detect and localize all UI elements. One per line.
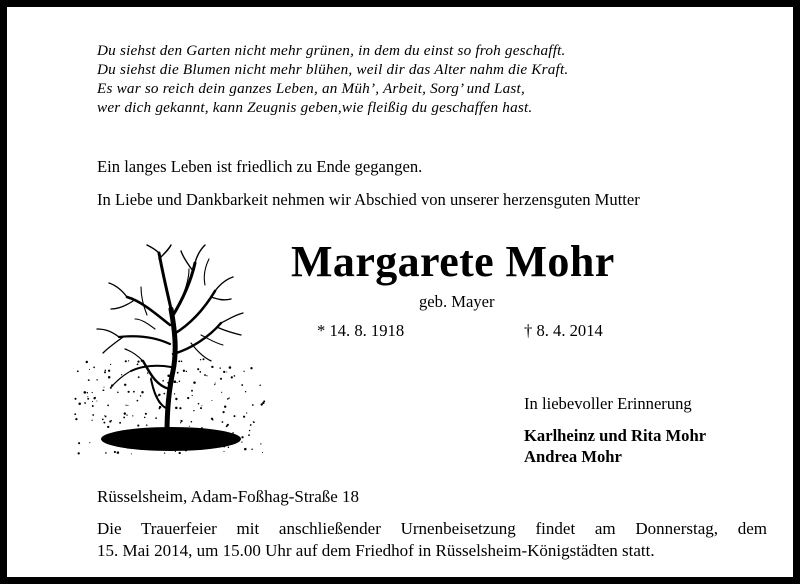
- mourner-name: Andrea Mohr: [524, 447, 622, 466]
- poem: [97, 41, 568, 117]
- address: Rüsselsheim, Adam-Foßhag-Straße 18: [97, 487, 360, 506]
- farewell-line: In Liebe und Dankbarkeit nehmen wir Abschied von unserer herzensguten Mutter: [97, 190, 640, 209]
- ceremony-line: 15. Mai 2014, um 15.00 Uhr auf dem Friedhof in Rüsselsheim-Königstädten statt.: [97, 541, 655, 560]
- ceremony-line: Die Trauerfeier mit anschließender Urnenbeisetzung findet am Donnerstag, dem: [97, 519, 767, 538]
- birth-date: * 14. 8. 1918: [317, 321, 405, 340]
- poem-line: Du siehst den Garten nicht mehr grünen, in dem du einst so froh geschafft.: [97, 42, 566, 59]
- death-date: † 8. 4. 2014: [524, 321, 603, 340]
- mourner-names: [524, 425, 706, 467]
- maiden-name: geb. Mayer: [419, 292, 495, 311]
- poem-line: wer dich gekannt, kann Zeugnis geben,wie fleißig du geschaffen hast.: [97, 99, 533, 116]
- poem-line: Es war so reich dein ganzes Leben, an Müh’, Arbeit, Sorg’ und Last,: [97, 80, 525, 97]
- intro-line: Ein langes Leben ist friedlich zu Ende gegangen.: [97, 157, 423, 176]
- poem-line: Du siehst die Blumen nicht mehr blühen, weil dir das Alter nahm die Kraft.: [97, 61, 569, 78]
- mourner-name: Karlheinz und Rita Mohr: [524, 426, 707, 445]
- deceased-name: Margarete Mohr: [291, 237, 615, 286]
- memory-heading: In liebevoller Erinnerung: [524, 394, 692, 413]
- tree-icon: [71, 239, 271, 463]
